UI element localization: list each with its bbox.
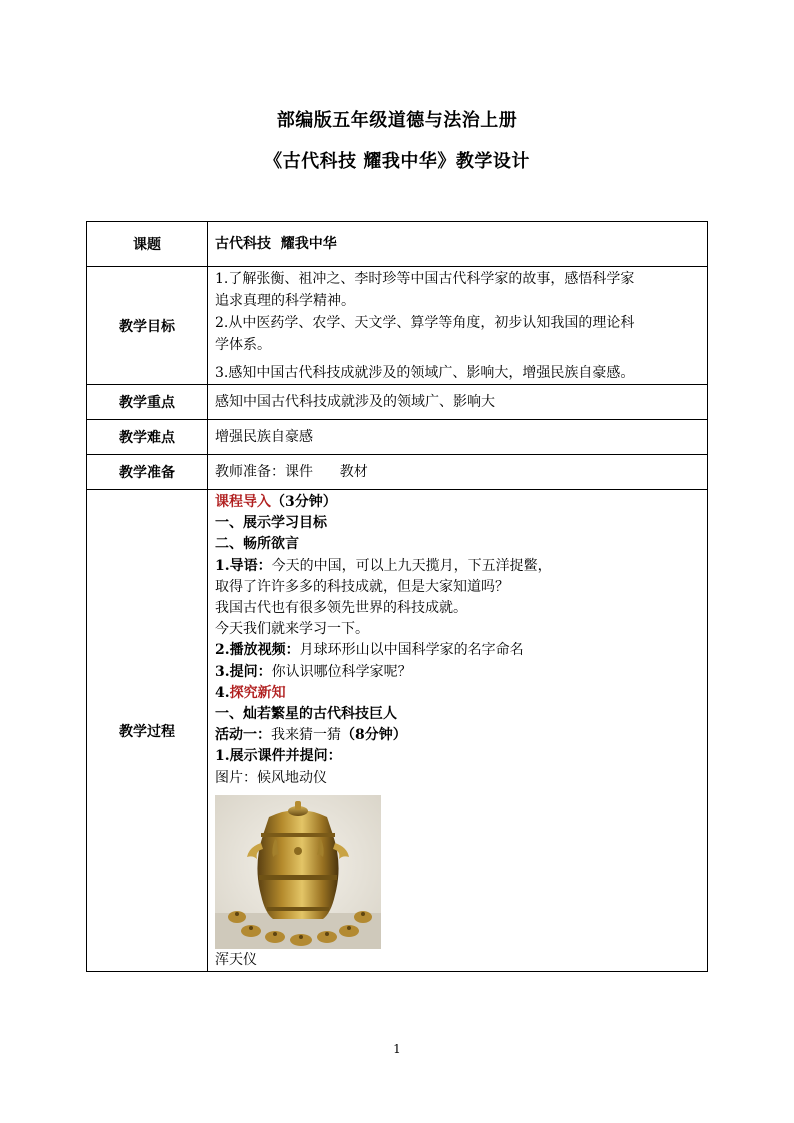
objective-line: 2.从中医药学、农学、天文学、算学等角度，初步认知我国的理论科 [215, 314, 635, 331]
key-points-value: 感知中国古代科技成就涉及的领域广、影响大 [208, 385, 708, 420]
step-1: 一、展示学习目标 [215, 515, 327, 532]
item-4 [215, 683, 703, 704]
activity-text: 我来猜一猜 [271, 727, 341, 744]
row-topic [87, 222, 708, 267]
row-objectives [87, 267, 708, 385]
document-subtitle: 《古代科技 耀我中华》教学设计 [264, 151, 530, 172]
after-image-label: 浑天仪 [215, 951, 257, 968]
preparation-value [208, 455, 708, 490]
row-difficulties [87, 420, 708, 455]
intro-line [215, 492, 703, 513]
item-2-head: 2.播放视频： [215, 642, 300, 659]
objective-line: 1.了解张衡、祖冲之、李时珍等中国古代科学家的故事，感悟科学家 [215, 270, 635, 287]
process-value [208, 490, 708, 972]
objective-line: 追求真理的科学精神。 [215, 292, 355, 309]
item-3 [215, 662, 703, 683]
item-3-head: 3.提问： [215, 663, 272, 680]
activity-time: （8分钟） [341, 727, 407, 744]
item-4-num: 4. [215, 684, 230, 701]
row-preparation [87, 455, 708, 490]
seismograph-image [215, 795, 381, 949]
activity-1 [215, 725, 703, 746]
document-title: 部编版五年级道德与法治上册 [276, 110, 518, 131]
page-number: 1 [393, 1042, 401, 1056]
intro-heading: 课程导入 [215, 494, 271, 510]
objective-line: 学体系。 [215, 336, 271, 353]
item-3-text: 你认识哪位科学家呢？ [271, 663, 412, 680]
item-1-line-2: 取得了许许多多的科技成就，但是大家知道吗？ [215, 578, 509, 595]
item-1-line-3: 我国古代也有很多领先世界的科技成就。 [215, 600, 467, 617]
section-1: 一、灿若繁星的古代科技巨人 [215, 706, 397, 723]
activity-head: 活动一： [215, 727, 271, 744]
item-2-text: 月球环形山以中国科学家的名字命名 [299, 642, 524, 659]
topic-label: 课题 [87, 222, 208, 267]
objectives-value [208, 267, 708, 385]
process-label: 教学过程 [87, 490, 208, 972]
topic-text: 古代科技 耀我中华 [215, 236, 337, 252]
item-1-text: 今天的中国，可以上九天揽月，下五洋捉鳖， [271, 557, 552, 574]
difficulties-value: 增强民族自豪感 [208, 420, 708, 455]
intro-time: （3分钟） [271, 494, 337, 510]
lesson-plan-table [86, 221, 708, 972]
topic-value [208, 222, 708, 267]
item-2 [215, 640, 703, 661]
item-1 [215, 556, 703, 577]
difficulties-label: 教学难点 [87, 420, 208, 455]
row-key-points [87, 385, 708, 420]
step-2: 二、畅所欲言 [215, 536, 299, 553]
preparation-label: 教学准备 [87, 455, 208, 490]
objective-line: 3.感知中国古代科技成就涉及的领域广、影响大，增强民族自豪感。 [215, 364, 635, 381]
picture-label: 图片：候风地动仪 [215, 769, 327, 786]
show-courseware: 1.展示课件并提问： [215, 748, 342, 765]
key-points-label: 教学重点 [87, 385, 208, 420]
row-process [87, 490, 708, 972]
preparation-text: 教师准备：课件 教材 [215, 464, 368, 480]
item-1-head: 1.导语： [215, 557, 272, 574]
objectives-label: 教学目标 [87, 267, 208, 385]
item-1-line-4: 今天我们就来学习一下。 [215, 621, 369, 638]
item-4-text: 探究新知 [229, 684, 286, 701]
